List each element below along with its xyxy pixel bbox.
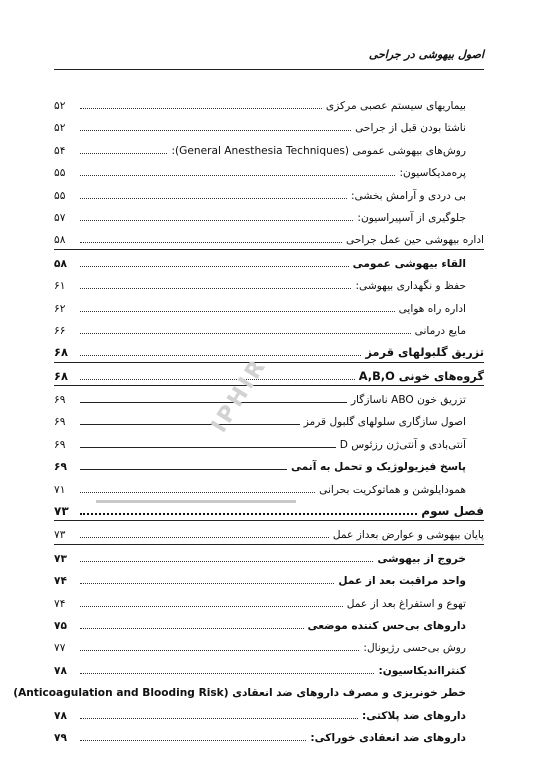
toc-entry (54, 727, 466, 744)
toc-entry (54, 275, 466, 292)
running-header-title: اصول بیهوشی در جراحی (368, 48, 484, 61)
dot-leader (80, 469, 287, 470)
toc-page-number: ۷۳ (54, 504, 69, 519)
toc-entry (54, 615, 466, 632)
toc-entry (54, 207, 466, 224)
toc-entry (54, 342, 484, 359)
toc-entry-title: جلوگیری از آسپیراسیون: (357, 211, 466, 224)
dot-leader (80, 311, 395, 312)
toc-row (54, 317, 484, 339)
toc-row (54, 295, 484, 317)
toc-entry-title: داروهای ضد پلاکتی: (362, 709, 466, 722)
dot-leader (80, 288, 351, 289)
toc-row (54, 182, 484, 204)
toc-page-number: ۷۳ (54, 552, 67, 565)
toc-entry-title: پره‌مدیکاسیون: (399, 167, 466, 180)
dot-leader (80, 153, 167, 154)
toc-row (54, 226, 484, 249)
toc-entry (54, 95, 466, 112)
toc-page-number: ۶۲ (54, 302, 66, 315)
dot-leader (80, 402, 347, 403)
toc-page-number: ۷۸ (54, 709, 67, 722)
toc-entry (54, 434, 466, 451)
toc-entry-title: آنتی‌بادی و آنتی‌ژن رزئوس D (339, 438, 466, 451)
dot-leader (80, 537, 329, 538)
toc-entry (54, 185, 466, 202)
toc-page-number (0, 687, 5, 699)
toc-row (54, 545, 484, 567)
toc-row (54, 634, 484, 656)
toc-page-number: ۶۱ (54, 280, 66, 293)
toc-page-number: ۵۸ (54, 257, 67, 270)
section-divider-bar (96, 500, 296, 503)
toc-entry-title: فصل سوم (421, 504, 484, 519)
toc-entry-title: بیماریهای سیستم عصبی مرکزی (325, 100, 466, 112)
page-header (54, 42, 484, 70)
dot-leader (80, 220, 353, 221)
dot-leader (80, 266, 349, 267)
toc-entry (54, 637, 466, 654)
toc-entry-title: بی دردی و آرامش بخشی: (350, 189, 466, 202)
toc-page-number: ۵۵ (54, 167, 66, 180)
toc-row (54, 657, 484, 679)
toc-entry (54, 501, 484, 518)
toc-entry-title: القاء بیهوشی عمومی (352, 257, 466, 270)
toc-entry (54, 570, 466, 587)
toc-entry-title: همودایلوشن و هماتوکریت بحرانی (319, 483, 466, 496)
toc-entry-title: پایان بیهوشی و عوارض بعداز عمل (332, 529, 484, 542)
toc-page-number: ۶۹ (54, 438, 66, 451)
toc-row (54, 114, 484, 136)
toc-entry (54, 660, 466, 677)
toc-entry (13, 682, 466, 700)
dot-leader (80, 242, 342, 243)
toc-row (54, 567, 484, 589)
dot-leader (80, 198, 347, 199)
toc-row (54, 250, 484, 272)
dot-leader (80, 561, 373, 562)
toc-entry (54, 320, 466, 337)
toc-page-number: ۷۵ (54, 619, 67, 632)
toc-entry-title: واحد مراقبت بعد از عمل (338, 575, 466, 588)
toc-row (54, 159, 484, 181)
dot-leader (80, 379, 355, 380)
toc-page-number: ۵۸ (54, 234, 66, 247)
dot-leader (80, 424, 300, 425)
toc-entry-title: ناشتا بودن قبل از جراحی (355, 122, 466, 135)
toc-page-number: ۷۴ (54, 597, 66, 610)
toc-page-number: ۶۹ (54, 394, 66, 407)
toc-row (54, 476, 484, 498)
toc-entry-title: داروهای بی‌حس کننده موضعی (307, 619, 466, 632)
toc-row (54, 590, 484, 612)
toc-row (54, 92, 484, 114)
toc-row (54, 204, 484, 226)
toc-page-number: ۷۹ (54, 731, 67, 744)
toc-entry (54, 456, 466, 473)
dot-leader (80, 108, 322, 109)
dot-leader (80, 628, 304, 629)
toc-entry (54, 389, 466, 406)
toc-entry (54, 524, 484, 541)
toc-row (54, 453, 484, 475)
dot-leader (80, 513, 417, 515)
dot-leader (80, 333, 411, 334)
toc-page-number: ۶۸ (54, 345, 68, 360)
dot-leader (80, 130, 351, 131)
toc-page-number: ۷۸ (54, 664, 67, 677)
toc-row (54, 386, 484, 408)
toc-page-number: ۷۳ (54, 529, 66, 542)
toc-row (54, 137, 484, 159)
toc-row (54, 339, 484, 362)
toc-entry (54, 411, 466, 428)
toc-entry-title: خطر خونریزی و مصرف داروهای ضد انعقادی (Anticoagulation and Blooding Risk) (13, 687, 466, 700)
toc-entry-title: اداره بیهوشی حین عمل جراحی (346, 234, 484, 247)
toc-entry (54, 298, 466, 315)
toc-entry-title: اصول سازگاری سلولهای گلبول قرمز (303, 416, 466, 429)
toc-entry-title: داروهای ضد انعقادی خوراکی: (310, 731, 466, 744)
toc-entry-title: روش‌های بیهوشی عمومی (General Anesthesia Techniques): (171, 144, 466, 157)
toc-entry (54, 705, 466, 722)
toc-page-number: ۵۲ (54, 122, 66, 135)
toc-entry (54, 548, 466, 565)
toc-row (54, 431, 484, 453)
toc-page-number: ۷۱ (54, 483, 66, 496)
dot-leader (80, 718, 358, 719)
table-of-contents (13, 92, 484, 746)
toc-entry (54, 593, 466, 610)
dot-leader (80, 583, 334, 584)
toc-page-number: ۷۷ (54, 642, 66, 655)
toc-entry (54, 229, 484, 246)
toc-entry-title: خروج از بیهوشی (377, 552, 466, 565)
toc-entry-title: تزریق گلبولهای قرمز (365, 345, 484, 360)
toc-row (54, 702, 484, 724)
toc-row (54, 521, 484, 544)
toc-entry (54, 253, 466, 270)
header-rule (54, 69, 484, 70)
dot-leader (80, 492, 315, 493)
toc-row (54, 612, 484, 634)
toc-row (13, 679, 484, 701)
toc-entry-title: مایع درمانی (414, 324, 466, 337)
toc-entry-title: اداره راه هوایی (398, 302, 466, 315)
toc-page-number: ۶۸ (54, 368, 68, 383)
toc-entry-title: پاسخ فیزیولوژیک و تحمل به آنمی (290, 461, 466, 474)
toc-entry-title: تهوع و استفراغ بعد از عمل (346, 597, 466, 610)
toc-entry (54, 140, 466, 157)
toc-row (54, 272, 484, 294)
toc-page-number: ۶۹ (54, 461, 67, 474)
dot-leader (80, 447, 336, 448)
toc-entry-title: روش بی‌حسی رژیونال: (363, 642, 466, 655)
dot-leader (80, 673, 374, 674)
toc-row (54, 408, 484, 430)
toc-page-number: ۵۷ (54, 211, 66, 224)
toc-entry-title: کنترااندیکاسیون: (378, 664, 466, 677)
dot-leader (80, 740, 306, 741)
toc-page-number: ۷۴ (54, 575, 67, 588)
toc-entry (54, 162, 466, 179)
toc-page-number: ۶۹ (54, 416, 66, 429)
toc-entry (54, 479, 466, 496)
toc-page-number: ۵۵ (54, 189, 66, 202)
toc-entry (54, 117, 466, 134)
watermark: IPHIR (206, 353, 272, 438)
toc-entry-title: تزریق خون ABO ناسازگار (350, 394, 466, 407)
dot-leader (80, 606, 343, 607)
toc-page-number: ۶۶ (54, 324, 66, 337)
dot-leader (80, 175, 395, 176)
dot-leader (80, 355, 361, 356)
toc-entry-title: گروه‌های خونی A,B,O (358, 368, 484, 383)
toc-page-number: ۵۲ (54, 100, 66, 112)
toc-row (54, 724, 484, 746)
toc-page-number: ۵۴ (54, 144, 66, 157)
toc-entry-title: حفظ و نگهداری بیهوشی: (355, 280, 466, 293)
dot-leader (80, 650, 359, 651)
